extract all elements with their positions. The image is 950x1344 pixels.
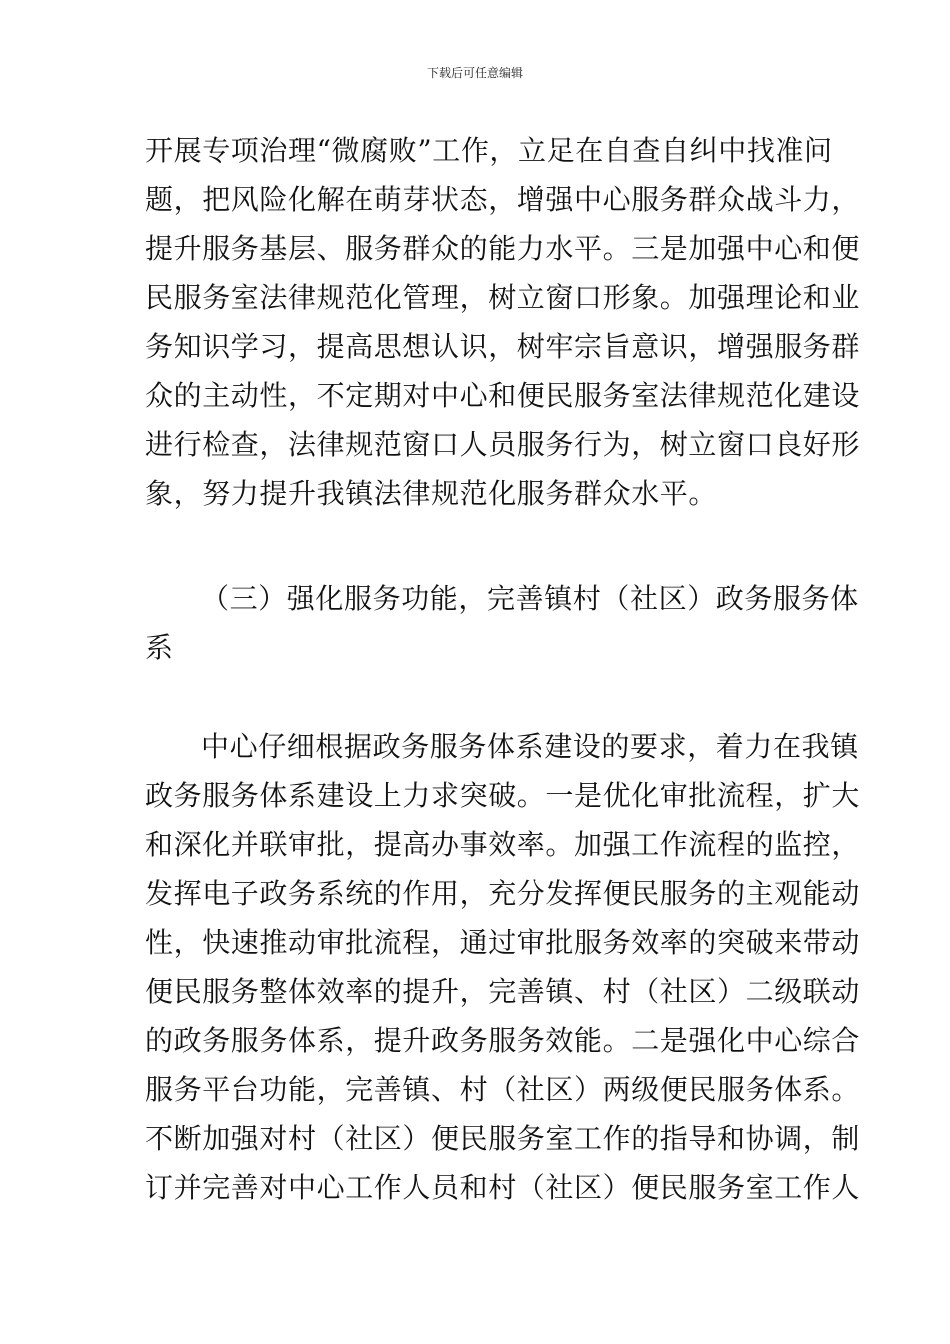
paragraph-continuation: [145, 126, 861, 518]
text-line: 订并完善对中心工作人员和村（社区）便民服务室工作人: [145, 1171, 861, 1204]
text-line: 中心仔细根据政务服务体系建设的要求，着力在我镇: [201, 730, 859, 763]
text-line: 民服务室法律规范化管理，树立窗口形象。加强理论和业: [145, 281, 861, 314]
text-line: 性，快速推动审批流程，通过审批服务效率的突破来带动: [145, 926, 861, 959]
text-line: 象，努力提升我镇法律规范化服务群众水平。: [145, 477, 718, 510]
text-line: 的政务服务体系，提升政务服务效能。二是强化中心综合: [145, 1024, 861, 1057]
heading-line: 系: [145, 631, 174, 664]
text-line: 开展专项治理“微腐败”工作，立足在自查自纠中找准问: [145, 134, 833, 167]
text-line: 政务服务体系建设上力求突破。一是优化审批流程，扩大: [145, 779, 861, 812]
text-line: 和深化并联审批，提高办事效率。加强工作流程的监控，: [145, 828, 861, 861]
text-line: 服务平台功能，完善镇、村（社区）两级便民服务体系。: [145, 1073, 861, 1106]
section-heading: [145, 574, 859, 672]
text-line: 众的主动性，不定期对中心和便民服务室法律规范化建设: [145, 379, 861, 412]
heading-line: （三）强化服务功能，完善镇村（社区）政务服务体: [201, 582, 859, 615]
paragraph-body: [145, 722, 861, 1212]
text-line: 发挥电子政务系统的作用，充分发挥便民服务的主观能动: [145, 877, 861, 910]
text-line: 进行检查，法律规范窗口人员服务行为，树立窗口良好形: [145, 428, 861, 461]
text-line: 务知识学习，提高思想认识，树牢宗旨意识，增强服务群: [145, 330, 861, 363]
text-line: 便民服务整体效率的提升，完善镇、村（社区）二级联动: [145, 975, 861, 1008]
page-header-note: 下载后可任意编辑: [426, 66, 523, 80]
text-line: 提升服务基层、服务群众的能力水平。三是加强中心和便: [145, 232, 861, 265]
text-line: 题，把风险化解在萌芽状态，增强中心服务群众战斗力，: [145, 183, 861, 216]
text-line: 不断加强对村（社区）便民服务室工作的指导和协调，制: [145, 1122, 861, 1155]
